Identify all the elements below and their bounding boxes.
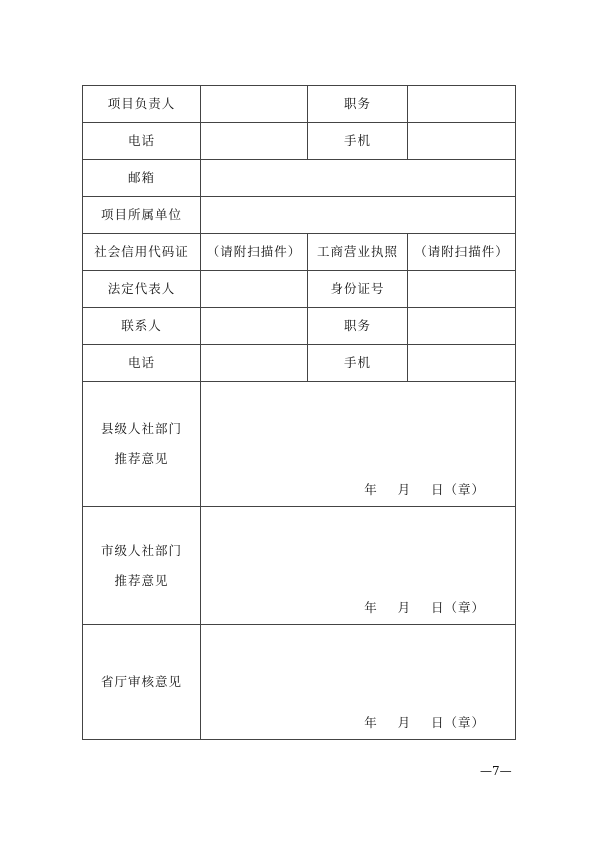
label-position: 职务 [308, 86, 408, 123]
row-province-opinion [83, 625, 516, 740]
row-contact-phone [83, 345, 516, 382]
field-phone[interactable] [201, 123, 308, 160]
page-number: —7— [480, 764, 512, 778]
field-city-opinion[interactable] [201, 507, 516, 625]
label-id-number: 身份证号 [308, 271, 408, 308]
county-opinion-line1: 县级人社部门 [100, 421, 182, 436]
row-affiliation [83, 197, 516, 234]
label-mobile: 手机 [308, 123, 408, 160]
field-contact-position[interactable] [408, 308, 516, 345]
row-phone [83, 123, 516, 160]
label-city-opinion [83, 507, 201, 625]
row-legal-rep [83, 271, 516, 308]
row-project-leader [83, 86, 516, 123]
label-credit-code: 社会信用代码证 [83, 234, 201, 271]
label-province-opinion [83, 625, 201, 740]
label-legal-rep: 法定代表人 [83, 271, 201, 308]
row-email [83, 160, 516, 197]
field-legal-rep[interactable] [201, 271, 308, 308]
field-affiliation[interactable] [201, 197, 516, 234]
city-opinion-line1: 市级人社部门 [100, 542, 182, 558]
field-contact-phone[interactable] [201, 345, 308, 382]
field-id-number[interactable] [408, 271, 516, 308]
label-contact: 联系人 [83, 308, 201, 345]
row-county-opinion [83, 382, 516, 507]
application-form-table [82, 85, 516, 740]
label-phone: 电话 [83, 123, 201, 160]
label-project-leader: 项目负责人 [83, 86, 201, 123]
label-county-opinion [83, 382, 201, 507]
label-business-license: 工商营业执照 [308, 234, 408, 271]
field-mobile[interactable] [408, 123, 516, 160]
label-email: 邮箱 [83, 160, 201, 197]
label-contact-phone: 电话 [83, 345, 201, 382]
label-affiliation: 项目所属单位 [83, 197, 201, 234]
label-contact-position: 职务 [308, 308, 408, 345]
field-project-leader[interactable] [201, 86, 308, 123]
row-city-opinion [83, 507, 516, 625]
county-opinion-line2: 推荐意见 [114, 451, 169, 466]
field-contact[interactable] [201, 308, 308, 345]
field-position[interactable] [408, 86, 516, 123]
city-opinion-line2: 推荐意见 [114, 572, 169, 588]
field-credit-code[interactable]: （请附扫描件） [201, 234, 308, 271]
city-seal-date: 年 月 日（章） [364, 599, 485, 615]
row-certificates [83, 234, 516, 271]
field-contact-mobile[interactable] [408, 345, 516, 382]
field-business-license[interactable]: （请附扫描件） [408, 234, 516, 271]
field-email[interactable] [201, 160, 516, 197]
province-seal-date: 年 月 日（章） [364, 714, 485, 730]
province-opinion-line1: 省厅审核意见 [100, 674, 182, 689]
field-county-opinion[interactable] [201, 382, 516, 507]
county-seal-date: 年 月 日（章） [364, 481, 485, 497]
label-contact-mobile: 手机 [308, 345, 408, 382]
row-contact [83, 308, 516, 345]
field-province-opinion[interactable] [201, 625, 516, 740]
